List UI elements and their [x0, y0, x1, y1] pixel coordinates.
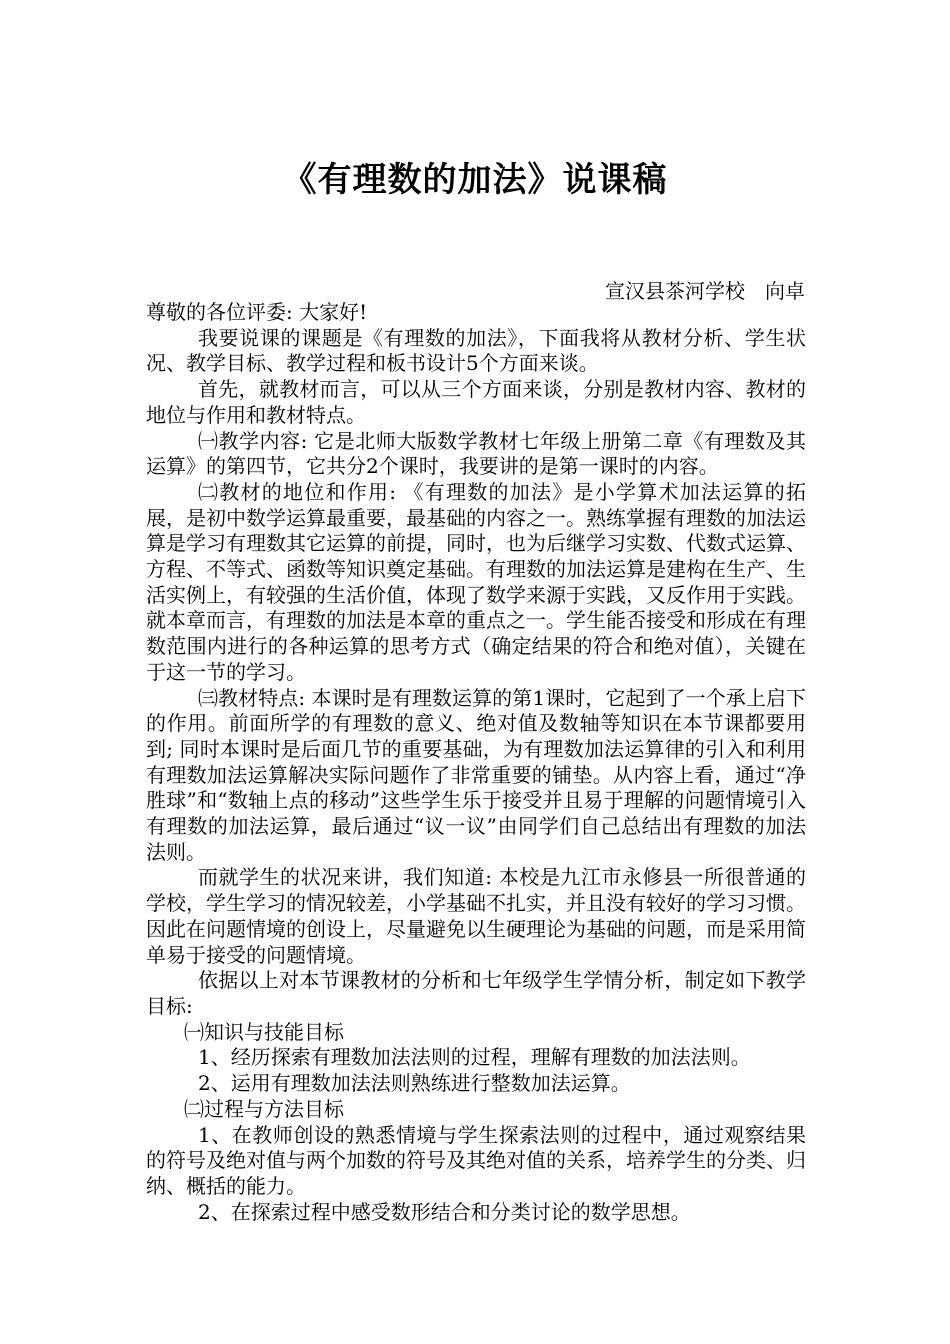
- greeting-paragraph: 尊敬的各位评委: 大家好!: [146, 300, 368, 324]
- author-line: 宣汉县茶河学校 向卓: [605, 279, 805, 303]
- process-method-heading: ㈡过程与方法目标: [184, 1096, 344, 1121]
- process-objective-2: 2、在探索过程中感受数形结合和分类讨论的数学思想。: [198, 1199, 691, 1224]
- knowledge-skills-heading: ㈠知识与技能目标: [184, 1019, 344, 1044]
- knowledge-objective-1: 1、经历探索有理数加法法则的过程，理解有理数的加法法则。: [198, 1045, 751, 1070]
- intro-paragraph: 我要说课的课题是《有理数的加法》，下面我将从教材分析、学生状况、教学目标、教学过程和板书设计5个方面来谈。: [146, 325, 806, 376]
- knowledge-objective-2: 2、运用有理数加法法则熟练进行整数加法运算。: [198, 1071, 631, 1096]
- teaching-content-paragraph: ㈠教学内容: 它是北师大版数学教材七年级上册第二章《有理数及其运算》的第四节，它共分2个课时，我要讲的是第一课时的内容。: [146, 428, 806, 479]
- student-situation-paragraph: 而就学生的状况来讲，我们知道: 本校是九江市永修县一所很普通的学校，学生学习的情况较差，小学基础不扎实，并且没有较好的学习习惯。因此在问题情境的创设上，尽量避免以生硬理论为基础的问题，而是采用简单易于接受的问题情境。: [146, 865, 806, 967]
- document-body: [146, 300, 806, 1225]
- document-title: 《有理数的加法》说课稿: [282, 160, 668, 200]
- textbook-features-paragraph: ㈢教材特点: 本课时是有理数运算的第1课时，它起到了一个承上启下的作用。前面所学的有理数的意义、绝对值及数轴等知识在本节课都要用到; 同时本课时是后面几节的重要基础，为有理数加法运算律的引入和利用有理数加法运算解决实际问题作了非常重要的铺垫。从内容上看，通过“净胜球”和“数轴上点的移动”这些学生乐于接受并且易于理解的问题情境引入有理数的加法运算，最后通过“议一议”由同学们自己总结出有理数的加法法则。: [146, 685, 806, 864]
- textbook-overview-paragraph: 首先，就教材而言，可以从三个方面来谈，分别是教材内容、教材的地位与作用和教材特点。: [146, 377, 806, 427]
- status-and-role-paragraph: ㈡教材的地位和作用: 《有理数的加法》是小学算术加法运算的拓展，是初中数学运算最重要，最基础的内容之一。熟练掌握有理数的加法运算是学习有理数其它运算的前提，同时，也为后继学习实数、代数式运算、方程、不等式、函数等知识奠定基础。有理数的加法运算是建构在生产、生活实例上，有较强的生活价值，体现了数学来源于实践，又反作用于实践。就本章而言，有理数的加法是本章的重点之一。学生能否接受和形成在有理数范围内进行的各种运算的思考方式（确定结果的符合和绝对值），关键在于这一节的学习。: [146, 479, 806, 684]
- objectives-intro-paragraph: 依据以上对本节课教材的分析和七年级学生学情分析，制定如下教学目标:: [146, 968, 806, 1018]
- process-objective-1: 1、在教师创设的熟悉情境与学生探索法则的过程中，通过观察结果的符号及绝对值与两个加数的符号及其绝对值的关系，培养学生的分类、归纳、概括的能力。: [146, 1122, 806, 1198]
